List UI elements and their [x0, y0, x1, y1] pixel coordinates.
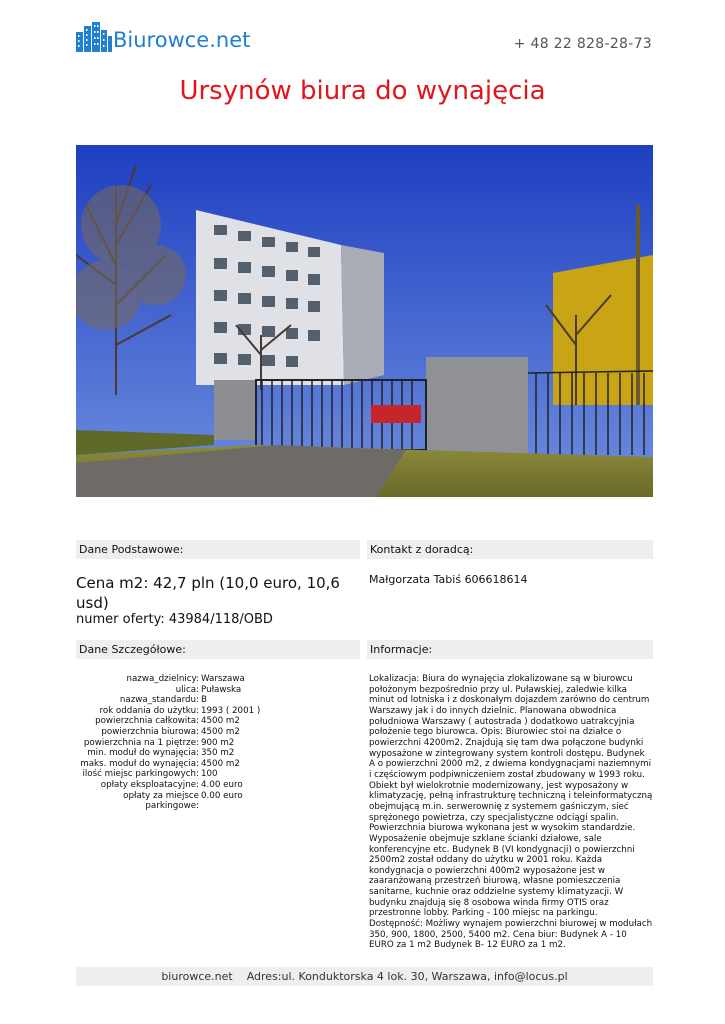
logo[interactable]	[76, 20, 250, 52]
detail-label: nazwa_dzielnicy:	[126, 674, 199, 684]
detail-value: 1993 ( 2001 )	[201, 705, 261, 716]
buildings-logo-icon	[76, 22, 112, 52]
detail-value: 4500 m2	[201, 726, 240, 737]
detail-label: powierzchnia całkowita:	[95, 716, 199, 727]
basic-data-heading: Dane Podstawowe:	[76, 540, 360, 559]
detail-row	[76, 706, 360, 717]
detail-value: 900 m2	[201, 737, 235, 748]
detail-row	[76, 716, 360, 727]
detail-row	[76, 685, 360, 696]
detail-row	[76, 791, 360, 812]
detail-row	[76, 738, 360, 749]
info-heading: Informacje:	[367, 640, 653, 659]
detail-label: powierzchnia na 1 piętrze:	[83, 737, 199, 748]
advisor-contact[interactable]: Małgorzata Tabiś 606618614	[369, 573, 528, 586]
building-photo	[76, 145, 653, 497]
logo-text: Biurowce.net	[113, 28, 251, 52]
detail-label: rok oddania do użytku:	[99, 705, 199, 716]
detail-row	[76, 780, 360, 791]
detail-value: 4.00 euro	[201, 779, 243, 790]
header	[0, 0, 725, 70]
detail-row	[76, 769, 360, 780]
detail-row	[76, 748, 360, 759]
contact-heading: Kontakt z doradcą:	[367, 540, 653, 559]
details-heading: Dane Szczegółowe:	[76, 640, 360, 659]
detail-label: opłaty za miejsce parkingowe:	[123, 790, 199, 812]
detail-row	[76, 759, 360, 770]
detail-value: B	[201, 695, 207, 706]
offer-number: numer oferty: 43984/118/OBD	[76, 612, 273, 627]
footer	[76, 967, 653, 986]
details-table	[76, 674, 360, 812]
price-per-m2: Cena m2: 42,7 pln (10,0 euro, 10,6 usd)	[76, 574, 340, 612]
detail-value: 350 m2	[201, 748, 235, 759]
detail-label: maks. moduł do wynajęcia:	[80, 758, 199, 769]
detail-row	[76, 674, 360, 685]
detail-value: Warszawa	[201, 674, 245, 684]
detail-value: 0.00 euro	[201, 790, 243, 801]
detail-label: nazwa_standardu:	[119, 695, 199, 706]
footer-site[interactable]: biurowce.net	[161, 970, 233, 983]
detail-value: Puławska	[201, 684, 242, 695]
detail-value: 100	[201, 769, 218, 780]
detail-label: powierzchnia biurowa:	[101, 726, 199, 737]
detail-row	[76, 695, 360, 706]
page-title: Ursynów biura do wynajęcia	[179, 76, 546, 106]
info-text: Lokalizacja: Biura do wynajęcia zlokalizowane są w biurowcu położonym bezpośrednio przy ul. Puławskiej, zaledwie kilka minut od lotniska i z doskonałym dojazdem zarówno do centrum Warszawy jak i do innych dzielnic. Planowana obwodnica południowa Warszawy ( autostrada ) dodatkowo uatrakcyjnia położenie tego biurowca. Opis: Biurowiec stoi na działce o powierzchni 4200m2. Znajdują się tam dwa połączone budynki wyposażone w zintegrowany system kontroli dostępu. Budynek A o powierzchni 2000 m2, z dwiema kondygnacjami naziemnymi i częściowym podpiwniczeniem został zbudowany w 1993 roku. Obiekt był wielokrotnie modernizowany, jest wyposażony w klimatyzację, pełną infrastrukturę techniczną i teleinformatyczną obejmującą m.in. serwerownię z systemem gaśniczym, sieć sprężonego powietrza, czy specjalistyczne odciągi spalin. Powierzchnia biurowa wykonana jest w wysokim standardzie. Wyposażenie obejmuje szklane ścianki działowe, sale konferencyjne etc. Budynek B (VI kondygnacji) o powierzchni 2500m2 został oddany do użytku w 2001 roku. Każda kondygnacja o powierzchni 400m2 wyposażone jest w zaaranżowaną przestrzeń biurową, własne pomieszczenia sanitarne, kuchnie oraz oddzielne systemy klimatyzacji. W budynku znajdują się 8 osobowa winda firmy OTIS oraz przestronne lobby. Parking - 100 miejsc na parkingu. Dostępność: Możliwy wynajem powierzchni biurowej w modułach 350, 900, 1800, 2500, 5400 m2. Cena biur: Budynek A - 10 EURO za 1 m2 Budynek B- 12 EURO za 1 m2.	[369, 674, 653, 951]
detail-label: ilość miejsc parkingowych:	[82, 769, 199, 780]
detail-value: 4500 m2	[201, 716, 240, 727]
detail-label: opłaty eksploatacyjne:	[100, 779, 199, 790]
detail-label: min. moduł do wynajęcia:	[87, 748, 199, 759]
detail-label: ulica:	[175, 684, 199, 695]
detail-value: 4500 m2	[201, 758, 240, 769]
detail-row	[76, 727, 360, 738]
phone-number[interactable]: + 48 22 828-28-73	[513, 36, 652, 52]
footer-address: Adres:ul. Konduktorska 4 lok. 30, Warszawa, info@locus.pl	[246, 970, 568, 983]
